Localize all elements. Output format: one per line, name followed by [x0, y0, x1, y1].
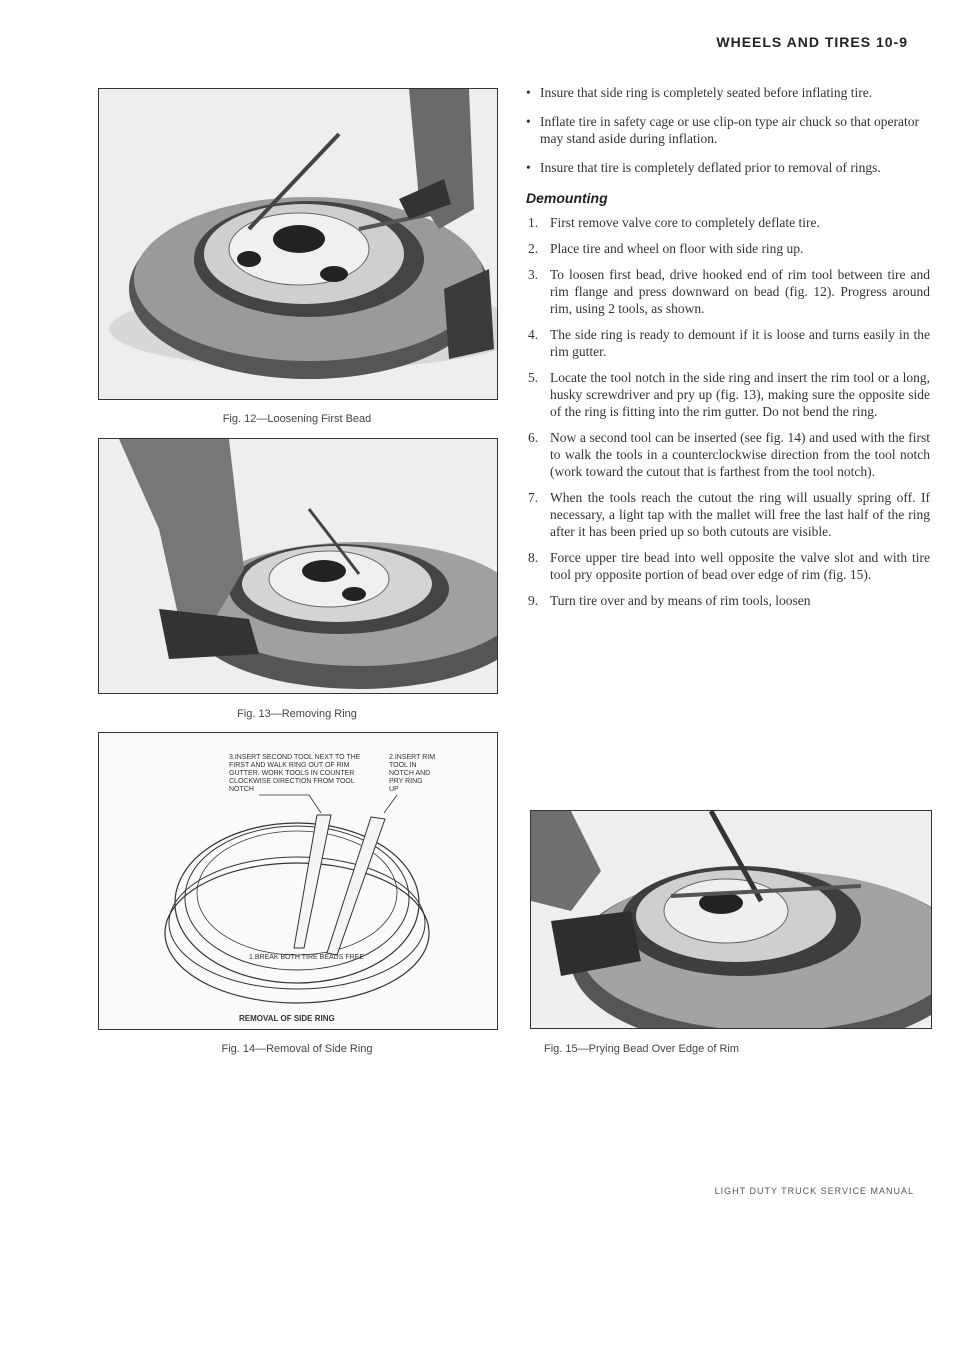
step-number: 6.	[528, 430, 539, 445]
safety-bullets	[526, 84, 930, 176]
step-text: To loosen first bead, drive hooked end of rim tool between tire and rim flange and press downward on bead (fig. 12). Progress around rim, using 2 tools, as shown.	[550, 267, 930, 316]
fig14-title: REMOVAL OF SIDE RING	[239, 1014, 335, 1023]
step-number: 5.	[528, 370, 539, 385]
step-item	[526, 326, 930, 360]
step-number: 1.	[528, 215, 539, 230]
ring-removal-photo	[99, 439, 497, 693]
fig14-label2-line3: NOTCH AND	[389, 770, 431, 777]
step-item	[526, 592, 930, 609]
fig14-label2-line5: UP	[389, 786, 399, 793]
fig14-label2-line2: TOOL IN	[389, 762, 417, 769]
page-header: WHEELS AND TIRES 10-9	[716, 34, 908, 50]
fig15-photo	[530, 810, 932, 1029]
step-text: Turn tire over and by means of rim tools, loosen	[550, 593, 811, 608]
step-number: 4.	[528, 327, 539, 342]
fig12-photo	[98, 88, 498, 400]
fig14-label3-line4: CLOCKWISE DIRECTION FROM TOOL	[229, 778, 355, 785]
step-text: First remove valve core to completely deflate tire.	[550, 215, 820, 230]
step-item	[526, 214, 930, 231]
step-number: 8.	[528, 550, 539, 565]
step-text: Force upper tire bead into well opposite the valve slot and with tire tool pry opposite portion of bead over edge of rim (fig. 15).	[550, 550, 930, 582]
fig14-diagram	[98, 732, 498, 1030]
step-text: When the tools reach the cutout the ring will usually spring off. If necessary, a light tap with the mallet will free the last half of the ring after it has been pried up so both cutouts are visible.	[550, 490, 930, 539]
step-item	[526, 240, 930, 257]
demounting-steps	[526, 214, 930, 609]
step-number: 7.	[528, 490, 539, 505]
fig15-caption: Fig. 15—Prying Bead Over Edge of Rim	[544, 1043, 740, 1055]
page-footer: LIGHT DUTY TRUCK SERVICE MANUAL	[714, 1186, 914, 1196]
step-item	[526, 369, 930, 420]
bullet-item: • Insure that tire is completely deflated prior to removal of rings.	[526, 159, 930, 176]
fig14-label2-line1: 2.INSERT RIM	[389, 754, 436, 761]
bullet-item: • Insure that side ring is completely seated before inflating tire.	[526, 84, 930, 101]
fig14-label1: 1.BREAK BOTH TIRE BEADS FREE	[249, 954, 365, 961]
step-number: 9.	[528, 593, 539, 608]
fig14-label3-line2: FIRST AND WALK RING OUT OF RIM	[229, 762, 350, 769]
step-text: The side ring is ready to demount if it is loose and turns easily in the rim gutter.	[550, 327, 930, 359]
step-item	[526, 266, 930, 317]
fig14-label2-line4: PRY RING	[389, 778, 423, 785]
step-number: 2.	[528, 241, 539, 256]
side-ring-diagram	[99, 733, 497, 1029]
step-number: 3.	[528, 267, 539, 282]
fig13-caption: Fig. 13—Removing Ring	[237, 708, 357, 720]
step-item	[526, 489, 930, 540]
fig12-caption: Fig. 12—Loosening First Bead	[222, 413, 372, 425]
section-heading: Demounting	[526, 190, 608, 206]
step-item	[526, 429, 930, 480]
fig13-photo	[98, 438, 498, 694]
step-text: Locate the tool notch in the side ring and insert the rim tool or a long, husky screwdriver and pry up (fig. 13), making sure the opposite side of the ring is fitting into the rim gutter. Do not bend the ring.	[550, 370, 930, 419]
fig14-label3-line3: GUTTER. WORK TOOLS IN COUNTER	[229, 770, 355, 777]
step-item	[526, 549, 930, 583]
step-text: Now a second tool can be inserted (see fig. 14) and used with the first to walk the tools in a counterclockwise direction from the tool notch (work toward the cutout that is farthest from the tool notch).	[550, 430, 930, 479]
tire-loosening-photo	[99, 89, 497, 399]
fig14-label3-line5: NOTCH	[229, 786, 254, 793]
fig14-label3-line1: 3.INSERT SECOND TOOL NEXT TO THE	[229, 754, 361, 761]
step-text: Place tire and wheel on floor with side ring up.	[550, 241, 804, 256]
bullet-item: • Inflate tire in safety cage or use clip-on type air chuck so that operator may stand aside during inflation.	[526, 113, 930, 147]
right-column-text	[526, 84, 930, 618]
bead-prying-photo	[531, 811, 931, 1028]
fig14-caption: Fig. 14—Removal of Side Ring	[221, 1043, 373, 1055]
